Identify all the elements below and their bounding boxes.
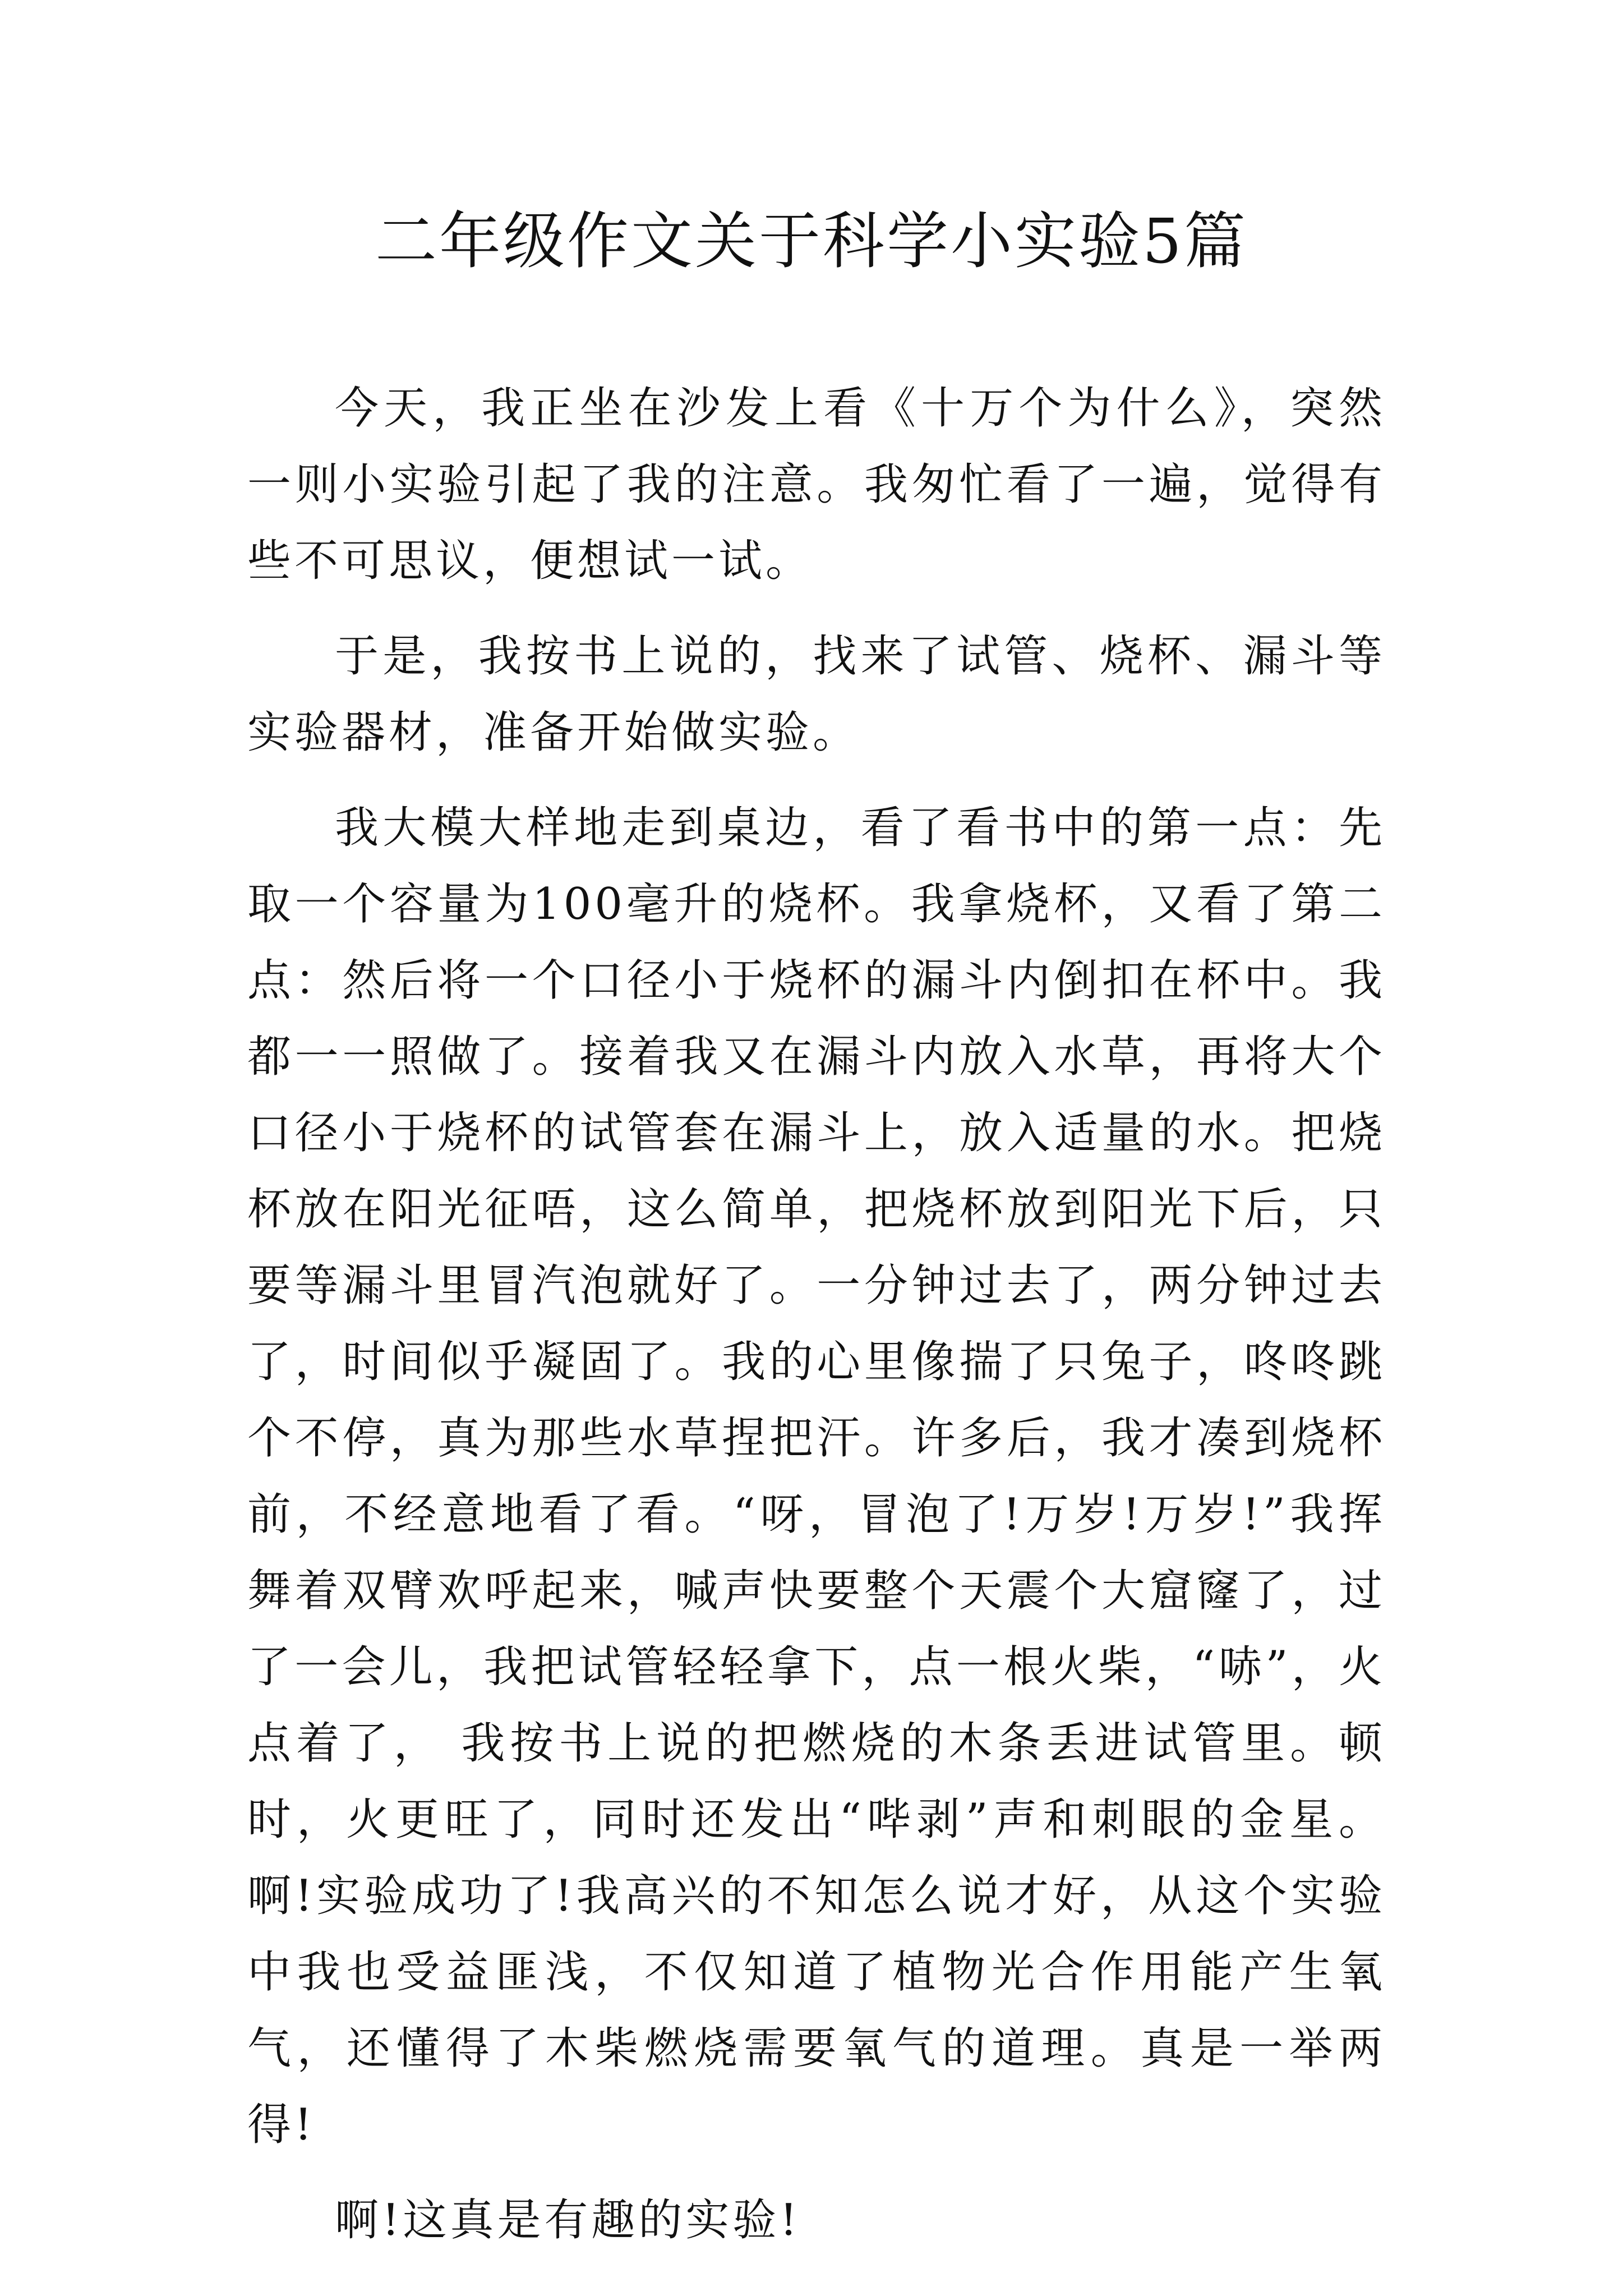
paragraph-4: 啊!这真是有趣的实验! xyxy=(335,2195,801,2246)
paragraph-1: 今天，我正坐在沙发上看《十万个为什么》，突然一则小实验引起了我的注意。我匆忙看了一遍，觉得有些不可思议，便想试一试。 xyxy=(247,383,1386,586)
paragraph-2: 于是，我按书上说的，找来了试管、烧杯、漏斗等实验器材，准备开始做实验。 xyxy=(247,631,1386,758)
document-title: 二年级作文关于科学小实验5篇 xyxy=(375,205,1248,277)
document-body xyxy=(247,370,1386,2277)
paragraph-3: 我大模大样地走到桌边，看了看书中的第一点：先取一个容量为100毫升的烧杯。我拿烧杯，又看了第二点：然后将一个口径小于烧杯的漏斗内倒扣在杯中。我都一一照做了。接着我又在漏斗内放入水草，再将大个口径小于烧杯的试管套在漏斗上，放入适量的水。把烧杯放在阳光征唔，这么简单，把烧杯放到阳光下后，只要等漏斗里冒汽泡就好了。一分钟过去了，两分钟过去了，时间似乎凝固了。我的心里像揣了只兔子，咚咚跳个不停，真为那些水草捏把汗。许多后，我才凑到烧杯前，不经意地看了看。“呀，冒泡了!万岁!万岁!”我挥舞着双臂欢呼起来，喊声快要整个天震个大窟窿了，过了一会儿，我把试管轻轻拿下，点一根火柴，“哧”，火点着了， 我按书上说的把燃烧的木条丢进试管里。顿时，火更旺了，同时还发出“哔剥”声和刺眼的金星。啊!实验成功了!我高兴的不知怎么说才好，从这个实验中我也受益匪浅，不仅知道了植物光合作用能产生氧气，还懂得了木柴燃烧需要氧气的道理。真是一举两得! xyxy=(247,803,1386,2150)
